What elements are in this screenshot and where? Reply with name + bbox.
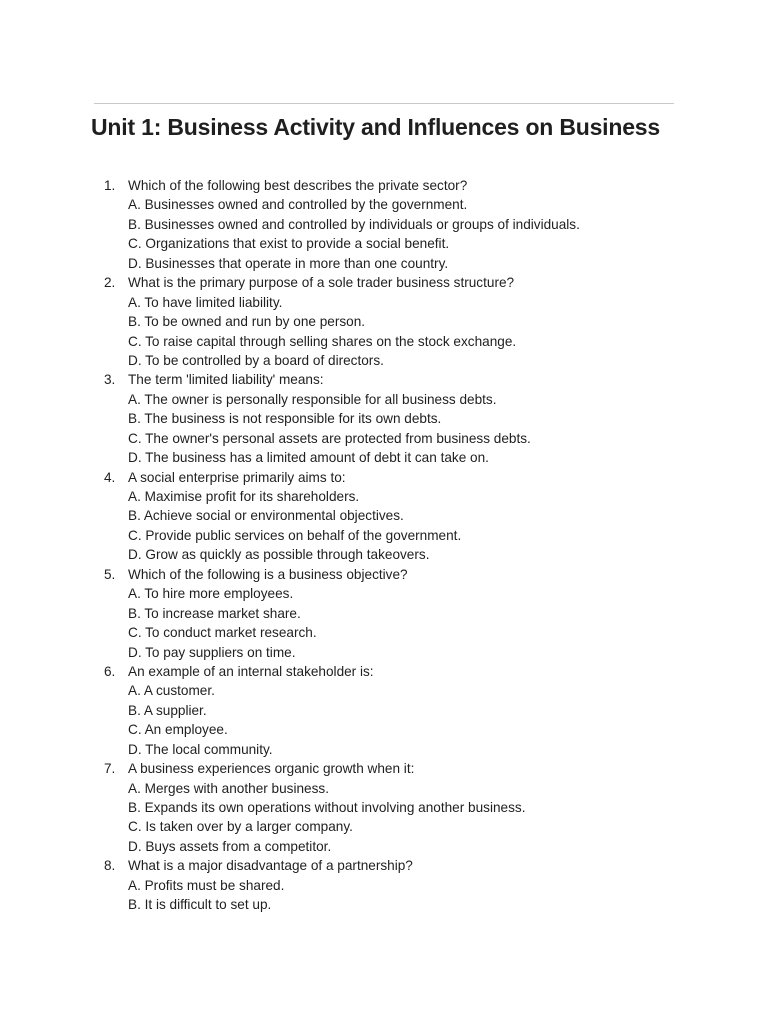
answer-option: D. To pay suppliers on time.	[128, 644, 296, 660]
question-text: Which of the following is a business objective?	[128, 566, 408, 582]
question-number: 6.	[104, 663, 116, 679]
answer-option: C. An employee.	[128, 722, 228, 738]
answer-option: B. Expands its own operations without involving another business.	[128, 800, 526, 815]
answer-option: C. To raise capital through selling shares on the stock exchange.	[128, 333, 517, 349]
question-number: 7.	[104, 761, 116, 777]
answer-option: B. Businesses owned and controlled by individuals or groups of individuals.	[128, 216, 580, 232]
answer-options	[0, 779, 580, 857]
answer-options	[0, 195, 580, 273]
question-text: A business experiences organic growth when it:	[128, 761, 415, 777]
top-divider	[94, 103, 674, 104]
answer-option: B. A supplier.	[128, 702, 207, 718]
question-text: An example of an internal stakeholder is:	[128, 663, 374, 679]
question-item	[0, 468, 580, 565]
answer-option: D. Grow as quickly as possible through takeovers.	[128, 547, 430, 563]
question-number: 2.	[104, 275, 116, 291]
answer-option: D. Buys assets from a competitor.	[128, 838, 332, 854]
answer-options	[0, 487, 580, 565]
answer-option: C. Is taken over by a larger company.	[128, 819, 353, 835]
answer-option: C. The owner's personal assets are protected from business debts.	[128, 430, 531, 446]
question-number: 3.	[104, 372, 116, 388]
answer-option: D. Businesses that operate in more than one country.	[128, 255, 449, 271]
answer-option: B. To increase market share.	[128, 605, 301, 621]
question-text: A social enterprise primarily aims to:	[128, 469, 346, 485]
question-text: The term 'limited liability' means:	[128, 372, 324, 388]
answer-option: B. The business is not responsible for its own debts.	[128, 411, 442, 427]
answer-option: C. Provide public services on behalf of the government.	[128, 527, 462, 543]
answer-option: B. It is difficult to set up.	[128, 897, 272, 913]
answer-option: B. Achieve social or environmental objectives.	[128, 508, 404, 524]
question-item	[0, 565, 580, 662]
answer-option: B. To be owned and run by one person.	[128, 314, 366, 330]
answer-option: A. Profits must be shared.	[128, 877, 285, 893]
question-text: Which of the following best describes the private sector?	[128, 178, 468, 193]
answer-option: A. Maximise profit for its shareholders.	[128, 489, 360, 504]
question-item	[0, 273, 580, 370]
answer-option: D. The business has a limited amount of debt it can take on.	[128, 450, 489, 466]
answer-options	[0, 681, 580, 759]
answer-option: A. Businesses owned and controlled by the government.	[128, 197, 468, 213]
question-number: 5.	[104, 566, 116, 582]
answer-options	[0, 876, 580, 915]
question-item	[0, 176, 580, 273]
answer-options	[0, 293, 580, 371]
answer-option: C. Organizations that exist to provide a social benefit.	[128, 236, 450, 252]
question-number: 8.	[104, 858, 116, 874]
answer-option: D. The local community.	[128, 741, 273, 757]
answer-options	[0, 584, 580, 662]
question-text: What is a major disadvantage of a partnership?	[128, 858, 413, 874]
answer-option: A. To hire more employees.	[128, 586, 294, 602]
question-item	[0, 662, 580, 759]
question-text: What is the primary purpose of a sole trader business structure?	[128, 275, 515, 291]
question-number: 1.	[104, 178, 116, 193]
question-item	[0, 856, 580, 914]
answer-option: A. The owner is personally responsible for all business debts.	[128, 391, 497, 407]
question-list	[0, 176, 580, 915]
answer-options	[0, 390, 580, 468]
answer-option: A. A customer.	[128, 683, 215, 699]
question-number: 4.	[104, 469, 116, 485]
answer-option: A. To have limited liability.	[128, 294, 283, 310]
answer-option: D. To be controlled by a board of directors.	[128, 352, 384, 368]
question-item	[0, 370, 580, 467]
question-item	[0, 759, 580, 856]
answer-option: A. Merges with another business.	[128, 780, 329, 796]
page-title: Unit 1: Business Activity and Influences on Business	[91, 114, 660, 140]
answer-option: C. To conduct market research.	[128, 625, 317, 641]
